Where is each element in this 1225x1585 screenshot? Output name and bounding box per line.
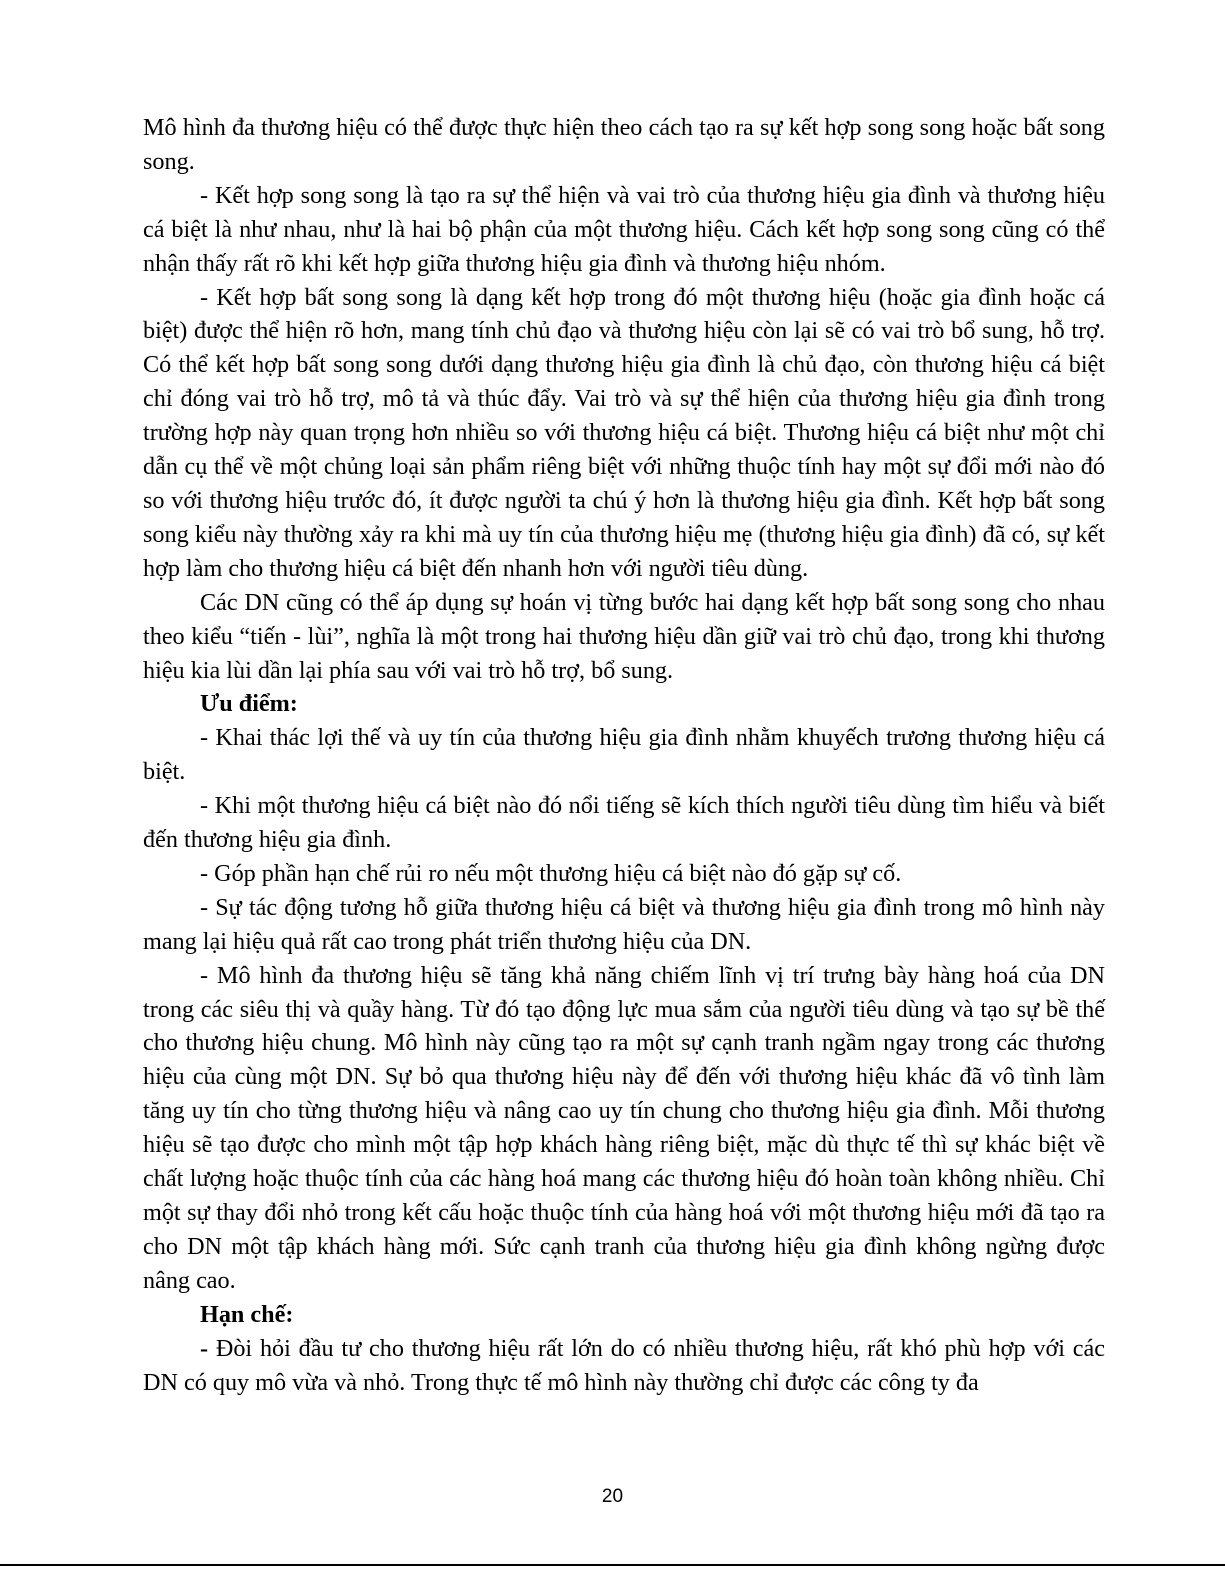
limitation-item-1 bbox=[143, 1332, 1105, 1400]
page-bottom-divider bbox=[0, 1564, 1225, 1566]
limitations-heading: Hạn chế: bbox=[200, 1300, 294, 1328]
advantage-item-3: - Góp phần hạn chế rủi ro nếu một thương hiệu cá biệt nào đó gặp sự cố. bbox=[200, 859, 902, 887]
paragraph-intro: Mô hình đa thương hiệu có thể được thực hiện theo cách tạo ra sự kết hợp song song hoặc bất song song. bbox=[143, 114, 1105, 175]
limitation-bullet-dash: - bbox=[200, 1334, 209, 1362]
advantage-item-1: - Khai thác lợi thế và uy tín của thương hiệu gia đình nhằm khuyếch trương thương hiệu cá biệt. bbox=[143, 724, 1105, 786]
paragraph-nonparallel-combination: - Kết hợp bất song song là dạng kết hợp trong đó một thương hiệu (hoặc gia đình hoặc cá biệt) được thể hiện rõ hơn, mang tính chủ đạo và thương hiệu còn lại sẽ có vai trò bổ sung, hỗ trợ. Có thể kết hợp bất song song dưới dạng thương hiệu gia đình là chủ đạo, còn thương hiệu cá biệt chỉ đóng vai trò hỗ trợ, mô tả và thúc đẩy. Vai trò và sự thể hiện của thương hiệu gia đình trong trường hợp này quan trọng hơn nhiều so với thương hiệu cá biệt. Thương hiệu cá biệt như một chỉ dẫn cụ thể về một chủng loại sản phẩm riêng biệt với những thuộc tính hay một sự đổi mới nào đó so với thương hiệu trước đó, ít được người ta chú ý hơn là thương hiệu gia đình. Kết hợp bất song song kiểu này thường xảy ra khi mà uy tín của thương hiệu mẹ (thương hiệu gia đình) đã có, sự kết hợp làm cho thương hiệu cá biệt đến nhanh hơn với người tiêu dùng. bbox=[143, 283, 1105, 582]
page-number: 20 bbox=[601, 1486, 624, 1507]
paragraph-permutation: Các DN cũng có thể áp dụng sự hoán vị từng bước hai dạng kết hợp bất song song cho nhau theo kiểu “tiến - lùi”, nghĩa là một trong hai thương hiệu dần giữ vai trò chủ đạo, trong khi thương hiệu kia lùi dần lại phía sau với vai trò hỗ trợ, bổ sung. bbox=[143, 588, 1105, 684]
advantage-item-4: - Sự tác động tương hỗ giữa thương hiệu cá biệt và thương hiệu gia đình trong mô hình này mang lại hiệu quả rất cao trong phát triển thương hiệu của DN. bbox=[143, 893, 1105, 955]
advantages-heading: Ưu điểm: bbox=[200, 690, 298, 718]
paragraph-parallel-combination: - Kết hợp song song là tạo ra sự thể hiện và vai trò của thương hiệu gia đình và thương hiệu cá biệt là như nhau, như là hai bộ phận của một thương hiệu. Cách kết hợp song song cũng có thể nhận thấy rất rõ khi kết hợp giữa thương hiệu gia đình và thương hiệu nhóm. bbox=[143, 181, 1105, 277]
limitation-item-1-text: Đòi hỏi đầu tư cho thương hiệu rất lớn do có nhiều thương hiệu, rất khó phù hợp với các DN có quy mô vừa và nhỏ. Trong thực tế mô hình này thường chỉ được các công ty đa bbox=[143, 1334, 1105, 1396]
body-text bbox=[143, 111, 1105, 1399]
advantage-item-5: - Mô hình đa thương hiệu sẽ tăng khả năng chiếm lĩnh vị trí trưng bày hàng hoá của DN trong các siêu thị và quầy hàng. Từ đó tạo động lực mua sắm của người tiêu dùng và tạo sự bề thế cho thương hiệu chung. Mô hình này cũng tạo ra một sự cạnh tranh ngầm ngay trong các thương hiệu của cùng một DN. Sự bỏ qua thương hiệu này để đến với thương hiệu khác đã vô tình làm tăng uy tín cho từng thương hiệu và nâng cao uy tín chung cho thương hiệu gia đình. Mỗi thương hiệu sẽ tạo được cho mình một tập hợp khách hàng riêng biệt, mặc dù thực tế thì sự khác biệt về chất lượng hoặc thuộc tính của các hàng hoá mang các thương hiệu đó hoàn toàn không nhiều. Chỉ một sự thay đổi nhỏ trong kết cấu hoặc thuộc tính của hàng hoá với một thương hiệu mới đã tạo ra cho DN một tập khách hàng mới. Sức cạnh tranh của thương hiệu gia đình không ngừng được nâng cao. bbox=[143, 961, 1105, 1294]
advantage-item-2: - Khi một thương hiệu cá biệt nào đó nổi tiếng sẽ kích thích người tiêu dùng tìm hiểu và biết đến thương hiệu gia đình. bbox=[143, 792, 1105, 854]
